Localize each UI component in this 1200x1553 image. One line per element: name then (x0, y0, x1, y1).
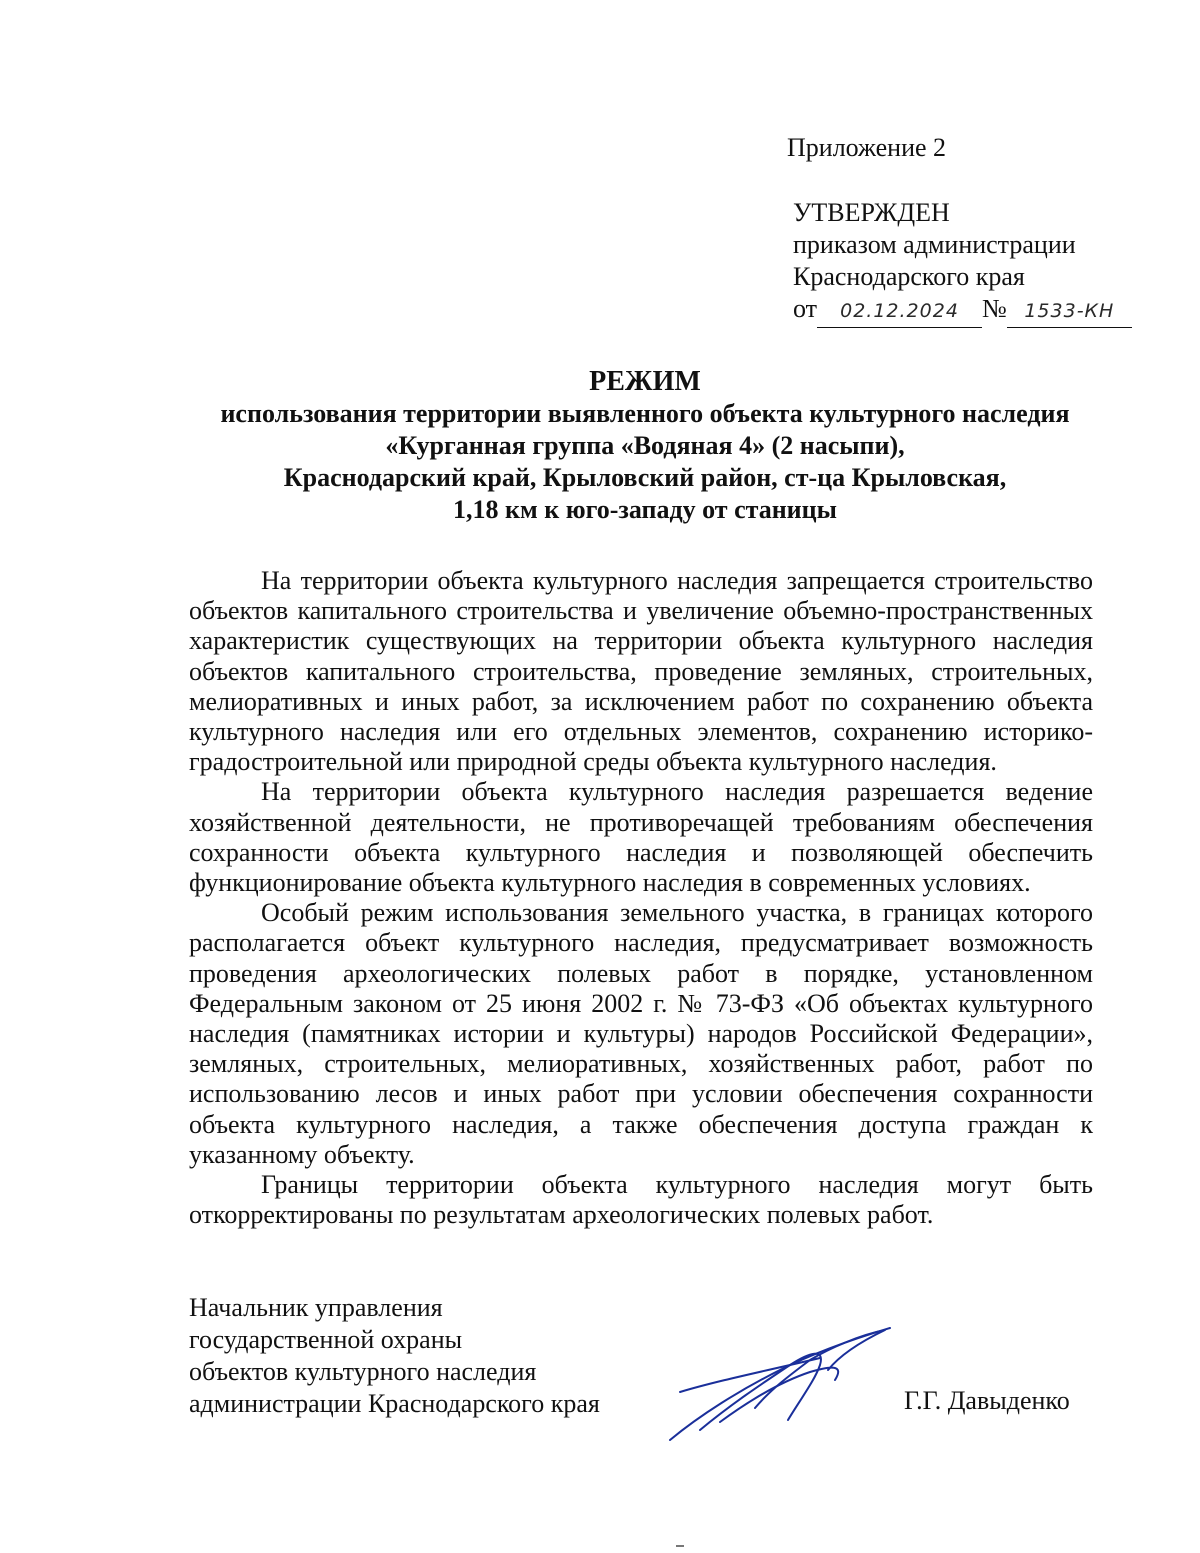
page-mark (676, 1545, 684, 1547)
approval-stamp (793, 197, 1132, 328)
handwritten-date: 02.12.2024 (840, 300, 959, 322)
approved-by-line2: Краснодарского края (793, 262, 1025, 291)
paragraph-4: Границы территории объекта культурного наследия могут быть откорректированы по результатам археологических полевых работ. (189, 1170, 1093, 1230)
approved-heading: УТВЕРЖДЕН (793, 198, 950, 227)
handwritten-number: 1533-КН (1024, 300, 1115, 322)
handwritten-signature (660, 1320, 900, 1450)
position-line2: государственной охраны (189, 1325, 463, 1354)
appendix-label: Приложение 2 (787, 133, 947, 162)
paragraph-3: Особый режим использования земельного участка, в границах которого располагается объект культурного наследия, предусматривает возможность проведения археологических полевых работ в порядке, установленном Федеральным законом от 25 июня 2002 г. № 73-ФЗ «Об объектах культурного наследия (памятниках истории и культуры) народов Российской Федерации», земляных, строительных, мелиоративных, хозяйственных работ, работ по использованию лесов и иных работ при условии обеспечения сохранности объекта культурного наследия, а также обеспечения доступа граждан к указанному объекту. (189, 898, 1093, 1169)
title-line4: 1,18 км к юго-западу от станицы (453, 495, 837, 524)
title-main: РЕЖИМ (589, 366, 701, 397)
signer-position (189, 1292, 600, 1420)
document-title (150, 366, 1140, 526)
position-line4: администрации Краснодарского края (189, 1389, 600, 1418)
paragraph-2: На территории объекта культурного наследия разрешается ведение хозяйственной деятельности, не противоречащей требованиям обеспечения сохранности объекта культурного наследия и позволяющей обеспечить функционирование объекта культурного наследия в современных условиях. (189, 777, 1093, 898)
title-line1: использования территории выявленного объекта культурного наследия (220, 399, 1070, 428)
document-body (189, 566, 1093, 1230)
title-line3: Краснодарский край, Крыловский район, ст-ца Крыловская, (283, 463, 1007, 492)
position-line3: объектов культурного наследия (189, 1357, 537, 1386)
signer-name: Г.Г. Давыденко (904, 1386, 1070, 1415)
date-prefix: от (793, 294, 818, 323)
approved-by-line1: приказом администрации (793, 230, 1076, 259)
title-line2: «Курганная группа «Водяная 4» (2 насыпи), (385, 431, 905, 460)
paragraph-1: На территории объекта культурного наследия запрещается строительство объектов капитального строительства и увеличение объемно-пространственных характеристик существующих на территории объекта культурного наследия объектов капитального строительства, проведение земляных, строительных, мелиоративных и иных работ, за исключением работ по сохранению объекта культурного наследия или его отдельных элементов, сохранению историко-градостроительной или природной среды объекта культурного наследия. (189, 566, 1093, 777)
order-date-number (793, 293, 1132, 328)
number-prefix: № (982, 294, 1007, 323)
position-line1: Начальник управления (189, 1293, 443, 1322)
